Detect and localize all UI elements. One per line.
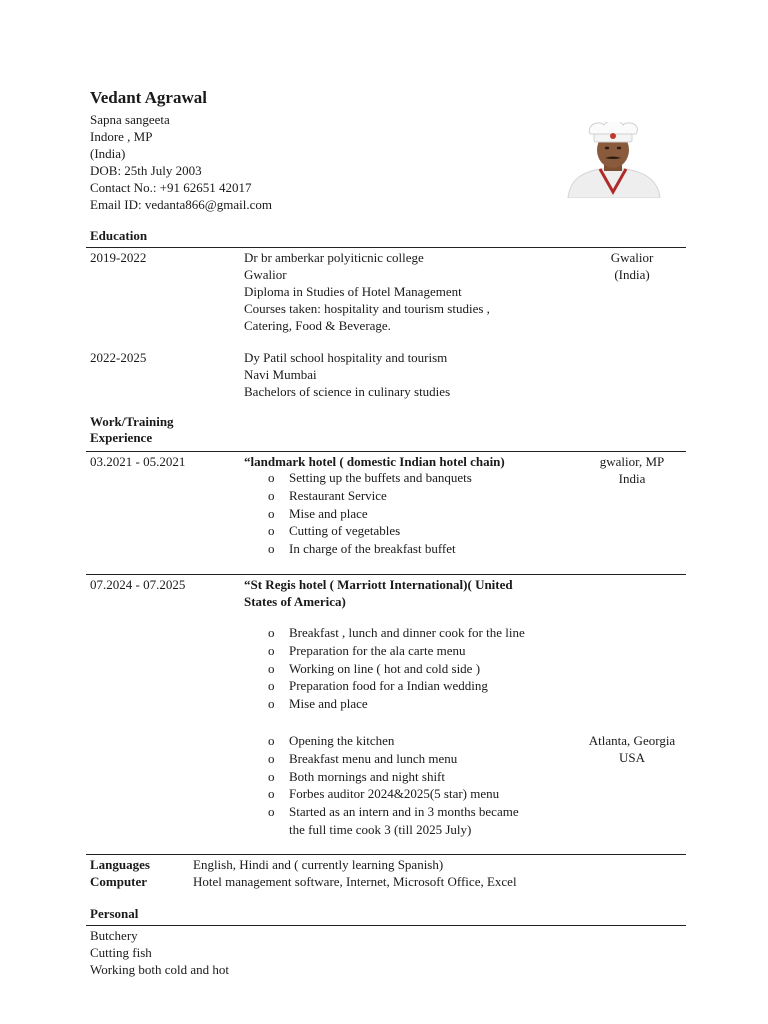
chef-portrait-icon bbox=[560, 122, 666, 198]
languages-value: English, Hindi and ( currently learning Spanish) bbox=[193, 857, 444, 872]
duty-text: Forbes auditor 2024&2025(5 star) menu bbox=[289, 786, 500, 802]
edu-location-city: Gwalior bbox=[610, 250, 654, 265]
job-location-city: gwalior, MP bbox=[599, 454, 665, 469]
edu-date-2: 2022-2025 bbox=[90, 350, 147, 365]
personal-item: Butchery bbox=[90, 928, 138, 943]
bullet-icon: o bbox=[268, 523, 275, 539]
education-heading: Education bbox=[90, 228, 148, 243]
edu-details-2 bbox=[244, 349, 450, 400]
list-item bbox=[244, 785, 519, 803]
personal-list bbox=[90, 927, 229, 978]
profile-photo bbox=[560, 122, 666, 198]
country-line: (India) bbox=[90, 146, 126, 161]
employer-line: “St Regis hotel ( Marriott International)( United bbox=[244, 577, 513, 592]
job-date-1: 03.2021 - 05.2021 bbox=[90, 454, 186, 469]
list-item bbox=[244, 522, 472, 540]
duty-text: Preparation for the ala carte menu bbox=[289, 642, 466, 658]
job-location-2 bbox=[576, 732, 688, 766]
education-divider bbox=[86, 247, 686, 248]
duty-text: Breakfast , lunch and dinner cook for the line bbox=[289, 625, 525, 640]
personal-item: Cutting fish bbox=[90, 945, 152, 960]
bullet-icon: o bbox=[268, 678, 275, 694]
edu-city: Navi Mumbai bbox=[244, 367, 317, 382]
duty-text-continuation: the full time cook 3 (till 2025 July) bbox=[289, 821, 472, 837]
bullet-icon: o bbox=[268, 768, 275, 784]
personal-divider bbox=[86, 925, 686, 926]
skills-divider bbox=[86, 854, 686, 855]
list-item bbox=[244, 821, 519, 839]
job-duties-2a bbox=[244, 624, 525, 713]
list-item bbox=[244, 660, 525, 678]
list-item bbox=[244, 803, 519, 821]
job-location-country: India bbox=[618, 471, 646, 486]
dob-line: DOB: 25th July 2003 bbox=[90, 163, 202, 178]
work-heading-line: Work/Training bbox=[90, 414, 174, 429]
bullet-icon: o bbox=[268, 470, 275, 485]
duty-text: Restaurant Service bbox=[289, 487, 387, 503]
list-item bbox=[244, 732, 519, 750]
work-divider bbox=[86, 451, 686, 452]
list-item bbox=[244, 540, 472, 558]
job-location-country: USA bbox=[618, 750, 645, 765]
computer-value: Hotel management software, Internet, Microsoft Office, Excel bbox=[193, 874, 517, 889]
personal-item: Working both cold and hot bbox=[90, 962, 230, 977]
list-item bbox=[244, 695, 525, 713]
bullet-icon: o bbox=[268, 541, 275, 557]
duty-text: In charge of the breakfast buffet bbox=[289, 541, 456, 557]
duty-text: Mise and place bbox=[289, 696, 368, 712]
address-line: Sapna sangeeta bbox=[90, 112, 170, 127]
bullet-icon: o bbox=[268, 505, 275, 521]
job-employer-2 bbox=[244, 576, 513, 610]
edu-program: Bachelors of science in culinary studies bbox=[244, 384, 451, 399]
edu-city: Gwalior bbox=[244, 267, 287, 282]
duty-text: Opening the kitchen bbox=[289, 733, 395, 748]
list-item bbox=[244, 768, 519, 786]
computer-label: Computer bbox=[90, 874, 148, 889]
candidate-name: Vedant Agrawal bbox=[90, 88, 207, 107]
job-employer-1: “landmark hotel ( domestic Indian hotel chain) bbox=[244, 454, 505, 469]
list-item bbox=[244, 642, 525, 660]
list-item bbox=[244, 469, 472, 487]
job-location-city: Atlanta, Georgia bbox=[588, 733, 676, 748]
duty-text: Mise and place bbox=[289, 505, 368, 521]
edu-courses: Courses taken: hospitality and tourism studies , bbox=[244, 301, 490, 316]
employer-line: States of America) bbox=[244, 594, 346, 609]
bullet-icon: o bbox=[268, 733, 275, 748]
list-item bbox=[244, 624, 525, 642]
job-duties-1 bbox=[244, 469, 472, 558]
bullet-icon: o bbox=[268, 750, 275, 766]
list-item bbox=[244, 505, 472, 523]
duty-text: Working on line ( hot and cold side ) bbox=[289, 660, 481, 676]
duty-text: Preparation food for a Indian wedding bbox=[289, 678, 488, 694]
bullet-icon: o bbox=[268, 660, 275, 676]
bullet-icon: o bbox=[268, 696, 275, 712]
city-line: Indore , MP bbox=[90, 129, 153, 144]
work-heading bbox=[90, 414, 174, 446]
job-divider bbox=[86, 574, 686, 575]
duty-text: Setting up the buffets and banquets bbox=[289, 470, 472, 485]
edu-date-1: 2019-2022 bbox=[90, 250, 147, 265]
contact-block bbox=[90, 111, 272, 213]
edu-courses-cont: Catering, Food & Beverage. bbox=[244, 318, 391, 333]
bullet-icon: o bbox=[268, 804, 275, 820]
languages-label: Languages bbox=[90, 857, 150, 872]
edu-institution: Dy Patil school hospitality and tourism bbox=[244, 350, 448, 365]
list-item bbox=[244, 750, 519, 768]
work-heading-line: Experience bbox=[90, 430, 153, 445]
edu-location-1 bbox=[582, 249, 682, 283]
duty-text: Both mornings and night shift bbox=[289, 768, 445, 784]
duty-text: Cutting of vegetables bbox=[289, 523, 401, 539]
duty-text: Breakfast menu and lunch menu bbox=[289, 750, 458, 766]
email-line: Email ID: vedanta866@gmail.com bbox=[90, 197, 273, 212]
bullet-icon: o bbox=[268, 642, 275, 658]
edu-program: Diploma in Studies of Hotel Management bbox=[244, 284, 462, 299]
edu-details-1 bbox=[244, 249, 490, 334]
job-location-1 bbox=[582, 453, 682, 487]
edu-institution: Dr br amberkar polyiticnic college bbox=[244, 250, 424, 265]
list-item bbox=[244, 677, 525, 695]
job-date-2: 07.2024 - 07.2025 bbox=[90, 577, 186, 592]
job-duties-2b bbox=[244, 732, 519, 839]
bullet-icon: o bbox=[268, 625, 275, 640]
bullet-icon: o bbox=[268, 487, 275, 503]
phone-line: Contact No.: +91 62651 42017 bbox=[90, 180, 252, 195]
personal-heading: Personal bbox=[90, 906, 139, 921]
edu-location-country: (India) bbox=[614, 267, 650, 282]
bullet-icon: o bbox=[268, 786, 275, 802]
list-item bbox=[244, 487, 472, 505]
duty-text: Started as an intern and in 3 months became bbox=[289, 804, 519, 820]
